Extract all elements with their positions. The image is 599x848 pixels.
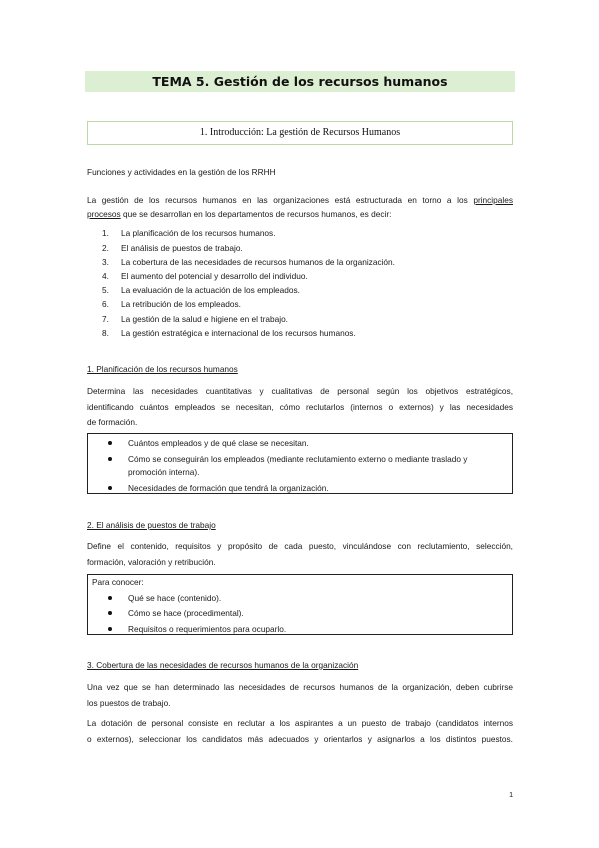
list-item: La gestión de la salud e higiene en el trabajo. xyxy=(121,314,288,324)
sec2-heading: 2. El análisis de puestos de trabajo xyxy=(87,520,216,530)
intro-text: La gestión de los recursos humanos en las organizaciones está estructurada en torno a los xyxy=(87,195,474,205)
sec3-para-line: o externos), seleccionar los candidatos más adecuados y orientarlos y asignarlos a los distintos puestos. xyxy=(87,734,513,744)
list-number: 7. xyxy=(102,314,109,324)
sec2-bullet: Requisitos o requerimientos para ocuparlo. xyxy=(128,624,287,634)
list-number: 2. xyxy=(102,243,109,253)
bullet-dot xyxy=(108,457,112,461)
list-item: El análisis de puestos de trabajo. xyxy=(121,243,243,253)
section-heading: 1. Introducción: La gestión de Recursos Humanos xyxy=(87,121,513,145)
sec2-box-label: Para conocer: xyxy=(92,577,144,587)
sec3-para-line: los puestos de trabajo. xyxy=(87,698,171,708)
sec2-para-line: formación, valoración y retribución. xyxy=(87,557,216,567)
intro-underlined-1: principales xyxy=(473,195,513,205)
page-number: 1 xyxy=(509,790,514,799)
intro-underlined-2: procesos xyxy=(87,209,121,219)
sec3-heading: 3. Cobertura de las necesidades de recursos humanos de la organización xyxy=(87,660,359,670)
sec1-heading: 1. Planificación de los recursos humanos xyxy=(87,364,238,374)
sec2-bullet: Cómo se hace (procedimental). xyxy=(128,608,244,618)
sec1-bullet: Cuántos empleados y de qué clase se necesitan. xyxy=(128,438,309,448)
list-number: 4. xyxy=(102,271,109,281)
list-item: La gestión estratégica e internacional de los recursos humanos. xyxy=(121,328,356,338)
sec1-bullet: Necesidades de formación que tendrá la organización. xyxy=(128,483,329,493)
bullet-dot xyxy=(108,486,112,490)
intro-line-1 xyxy=(87,195,513,206)
list-number: 3. xyxy=(102,257,109,267)
bullet-dot xyxy=(108,596,112,600)
sec1-para-line: identificando cuántos empleados se necesitan, cómo reclutarlos (internos o externos) y las necesidades xyxy=(87,402,513,412)
sec3-para-line: Una vez que se han determinado las necesidades de recursos humanos de la organización, deben cubrirse xyxy=(87,682,513,692)
list-item: La evaluación de la actuación de los empleados. xyxy=(121,285,300,295)
bullet-dot xyxy=(108,627,112,631)
sec3-para-line: La dotación de personal consiste en reclutar a los aspirantes a un puesto de trabajo (candidatos internos xyxy=(87,718,513,728)
list-number: 6. xyxy=(102,299,109,309)
bullet-dot xyxy=(108,441,112,445)
list-number: 1. xyxy=(102,228,109,238)
sec1-para-line: Determina las necesidades cuantitativas y cualitativas de personal según los objetivos estratégicos, xyxy=(87,386,513,396)
list-number: 8. xyxy=(102,328,109,338)
bullet-dot xyxy=(108,611,112,615)
intro-text-after: que se desarrollan en los departamentos de recursos humanos, es decir: xyxy=(120,209,392,219)
list-item: El aumento del potencial y desarrollo del individuo. xyxy=(121,271,308,281)
list-number: 5. xyxy=(102,285,109,295)
sec2-para-line: Define el contenido, requisitos y propósito de cada puesto, vinculándose con reclutamiento, selección, xyxy=(87,541,513,551)
sec2-bullet: Qué se hace (contenido). xyxy=(128,593,222,603)
list-item: La cobertura de las necesidades de recursos humanos de la organización. xyxy=(121,257,395,267)
sec1-bullet-cont: promoción interna). xyxy=(128,467,200,477)
intro-line-2 xyxy=(87,209,391,220)
list-item: La planificación de los recursos humanos. xyxy=(121,228,276,238)
list-item: La retribución de los empleados. xyxy=(121,299,241,309)
sec1-para-line: de formación. xyxy=(87,417,138,427)
sec1-bullet: Cómo se conseguirán los empleados (mediante reclutamiento externo o mediante traslado y xyxy=(128,454,468,464)
document-title: TEMA 5. Gestión de los recursos humanos xyxy=(85,71,515,92)
funciones-heading: Funciones y actividades en la gestión de los RRHH xyxy=(87,167,276,177)
